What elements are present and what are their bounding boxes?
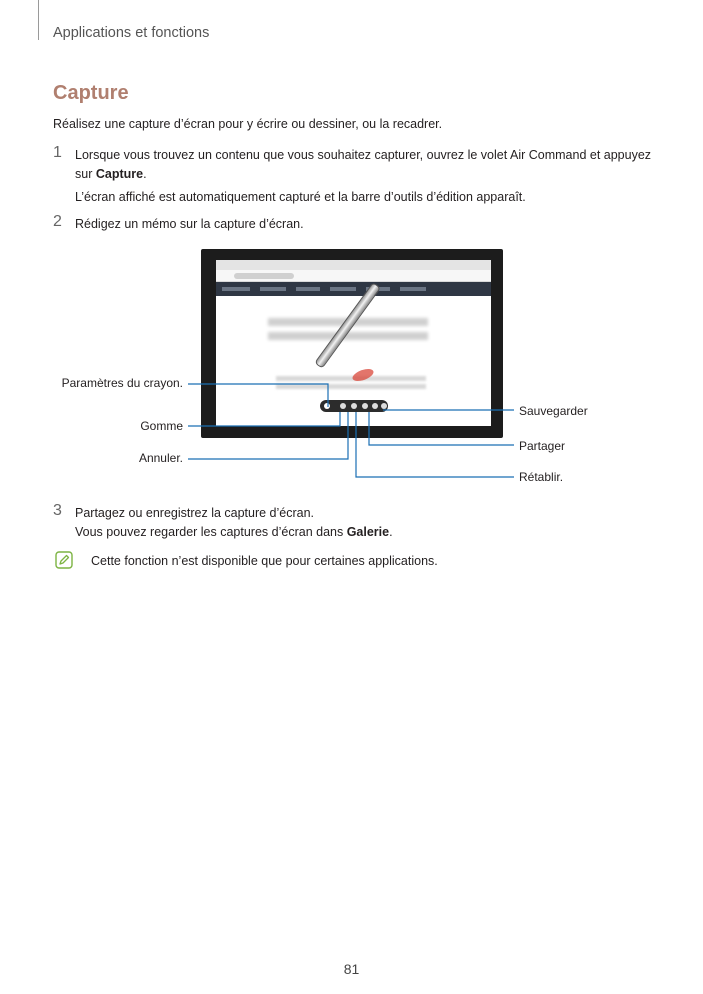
step-3-line2: Vous pouvez regarder les captures d’écran dans Galerie. [75, 525, 393, 539]
callout-eraser: Gomme [140, 419, 183, 433]
step-1-text [75, 146, 655, 184]
header-title: Applications et fonctions [53, 25, 210, 41]
step-1-line2: sur Capture. [75, 167, 147, 181]
step-3-text [75, 504, 655, 542]
callout-pen-settings: Paramètres du crayon. [61, 376, 183, 390]
step-3-keyword: Galerie [346, 525, 390, 539]
callout-line-share [369, 412, 514, 445]
callout-redo: Rétablir. [519, 470, 564, 484]
note-text: Cette fonction n’est disponible que pour certaines applications. [91, 554, 438, 568]
step-2-text: Rédigez un mémo sur la capture d’écran. [75, 217, 304, 231]
callout-line-eraser [188, 412, 340, 426]
page-number: 81 [343, 961, 360, 977]
callout-save: Sauvegarder [519, 404, 588, 418]
step-1-line1: Lorsque vous trouvez un contenu que vous souhaitez capturer, ouvrez le volet Air Command et appuyez [75, 148, 652, 162]
callout-line-undo [188, 412, 348, 459]
intro-text: Réalisez une capture d’écran pour y écrire ou dessiner, ou la recadrer. [53, 117, 443, 131]
step-3-line1: Partagez ou enregistrez la capture d’écran. [75, 506, 315, 520]
section-title: Capture [53, 82, 129, 104]
callout-share: Partager [519, 439, 566, 453]
callout-undo: Annuler. [138, 451, 183, 465]
step-number-3: 3 [53, 502, 62, 519]
note-icon [55, 551, 73, 569]
step-1-extra: L’écran affiché est automatiquement capturé et la barre d’outils d’édition apparaît. [75, 190, 526, 204]
capture-figure [53, 246, 593, 486]
header-rule [38, 0, 39, 40]
step-number-2: 2 [53, 213, 62, 230]
callout-line-pen-settings [188, 384, 328, 407]
step-number-1: 1 [53, 144, 62, 161]
step-1-keyword: Capture [95, 167, 144, 181]
callout-lines [53, 246, 593, 486]
